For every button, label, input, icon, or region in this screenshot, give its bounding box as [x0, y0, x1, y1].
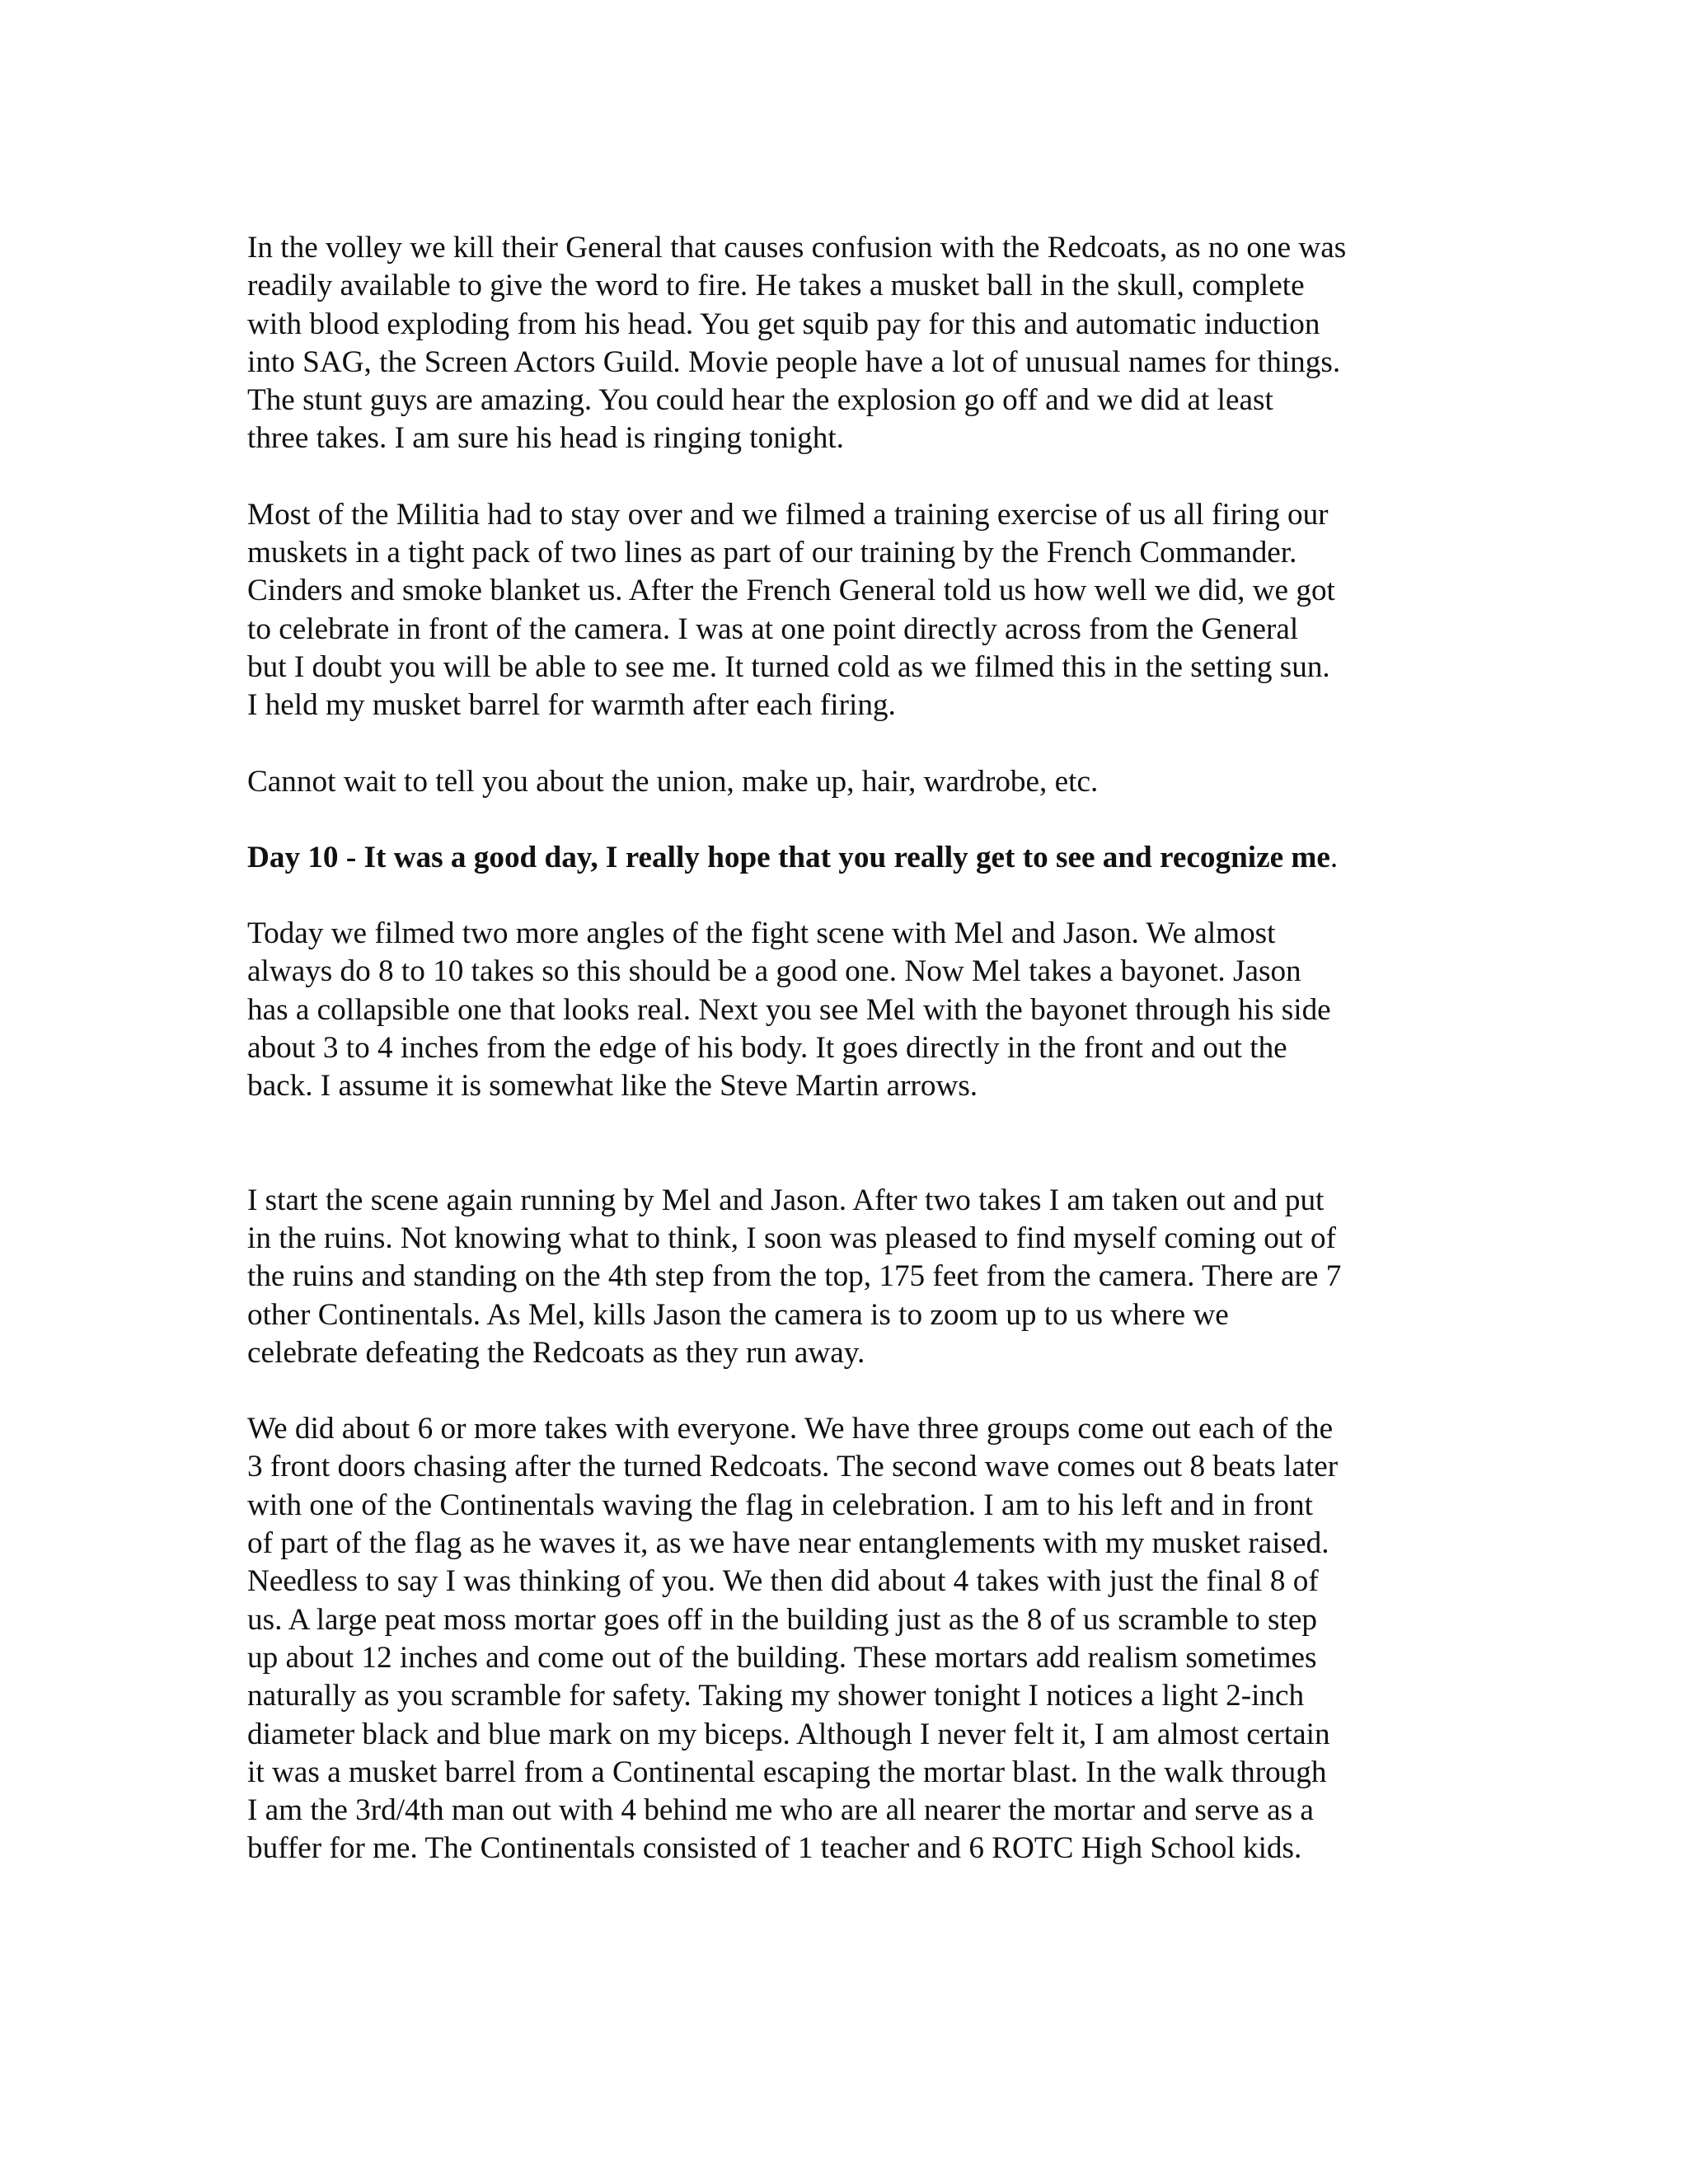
paragraph-takes [247, 1410, 1467, 1868]
text-line: Today we filmed two more angles of the fight scene with Mel and Jason. We almost [247, 916, 1276, 951]
text-line: 3 front doors chasing after the turned Redcoats. The second wave comes out 8 beats later [247, 1450, 1339, 1484]
text-line: We did about 6 or more takes with everyone. We have three groups come out each of the [247, 1412, 1334, 1446]
paragraph-fight-scene [247, 915, 1467, 1105]
text-line: of part of the flag as he waves it, as we have near entanglements with my musket raised. [247, 1526, 1329, 1561]
text-line: up about 12 inches and come out of the building. These mortars add realism sometimes [247, 1640, 1317, 1675]
text-line: it was a musket barrel from a Continental escaping the mortar blast. In the walk through [247, 1755, 1327, 1789]
document-body [247, 229, 1467, 1906]
text-line: into SAG, the Screen Actors Guild. Movie people have a lot of unusual names for things. [247, 344, 1341, 379]
text-line: I held my musket barrel for warmth after each firing. [247, 688, 896, 723]
text-line: has a collapsible one that looks real. Next you see Mel with the bayonet through his side [247, 992, 1331, 1027]
day-heading-bold-text: Day 10 - It was a good day, I really hope that you really get to see and recognize me [247, 840, 1330, 874]
text-line: other Continentals. As Mel, kills Jason the camera is to zoom up to us where we [247, 1297, 1229, 1332]
text-line: back. I assume it is somewhat like the Steve Martin arrows. [247, 1069, 978, 1104]
text-line: with one of the Continentals waving the flag in celebration. I am to his left and in front [247, 1488, 1313, 1522]
text-line: Cinders and smoke blanket us. After the French General told us how well we did, we got [247, 574, 1335, 608]
text-line: with blood exploding from his head. You get squib pay for this and automatic induction [247, 307, 1320, 341]
text-line: Needless to say I was thinking of you. We then did about 4 takes with just the final 8 of [247, 1564, 1319, 1599]
text-line: naturally as you scramble for safety. Taking my shower tonight I notices a light 2-inch [247, 1679, 1305, 1713]
text-line: always do 8 to 10 takes so this should be a good one. Now Mel takes a bayonet. Jason [247, 954, 1301, 989]
text-line: celebrate defeating the Redcoats as they run away. [247, 1335, 865, 1370]
text-line: Cannot wait to tell you about the union, make up, hair, wardrobe, etc. [247, 764, 1099, 799]
blank-spacer [247, 1144, 1467, 1182]
text-line: buffer for me. The Continentals consisted of 1 teacher and 6 ROTC High School kids. [247, 1831, 1302, 1866]
paragraph-cannot-wait [247, 763, 1467, 801]
text-line: The stunt guys are amazing. You could hear the explosion go off and we did at least [247, 383, 1273, 418]
text-line: the ruins and standing on the 4th step from the top, 175 feet from the camera. There are 7 [247, 1259, 1342, 1294]
paragraph-ruins [247, 1182, 1467, 1372]
text-line: in the ruins. Not knowing what to think, I soon was pleased to find myself coming out of [247, 1221, 1337, 1255]
text-line: In the volley we kill their General that causes confusion with the Redcoats, as no one was [247, 231, 1347, 265]
day-heading-trailing: . [1329, 840, 1339, 874]
day-heading [247, 839, 1467, 877]
text-line: Most of the Militia had to stay over and we filmed a training exercise of us all firing our [247, 497, 1329, 532]
text-line: muskets in a tight pack of two lines as part of our training by the French Commander. [247, 536, 1297, 570]
text-line: to celebrate in front of the camera. I was at one point directly across from the General [247, 612, 1299, 646]
text-line: us. A large peat moss mortar goes off in the building just as the 8 of us scramble to step [247, 1602, 1317, 1637]
text-line: diameter black and blue mark on my biceps. Although I never felt it, I am almost certain [247, 1717, 1330, 1751]
text-line: readily available to give the word to fire. He takes a musket ball in the skull, complete [247, 269, 1305, 303]
text-line: three takes. I am sure his head is ringing tonight. [247, 421, 844, 456]
text-line: I start the scene again running by Mel and Jason. After two takes I am taken out and put [247, 1183, 1325, 1217]
text-line: about 3 to 4 inches from the edge of his body. It goes directly in the front and out the [247, 1031, 1287, 1066]
paragraph-volley [247, 229, 1467, 458]
text-line: but I doubt you will be able to see me. It turned cold as we filmed this in the setting sun. [247, 649, 1330, 684]
text-line: I am the 3rd/4th man out with 4 behind me who are all nearer the mortar and serve as a [247, 1793, 1314, 1828]
paragraph-militia [247, 496, 1467, 725]
